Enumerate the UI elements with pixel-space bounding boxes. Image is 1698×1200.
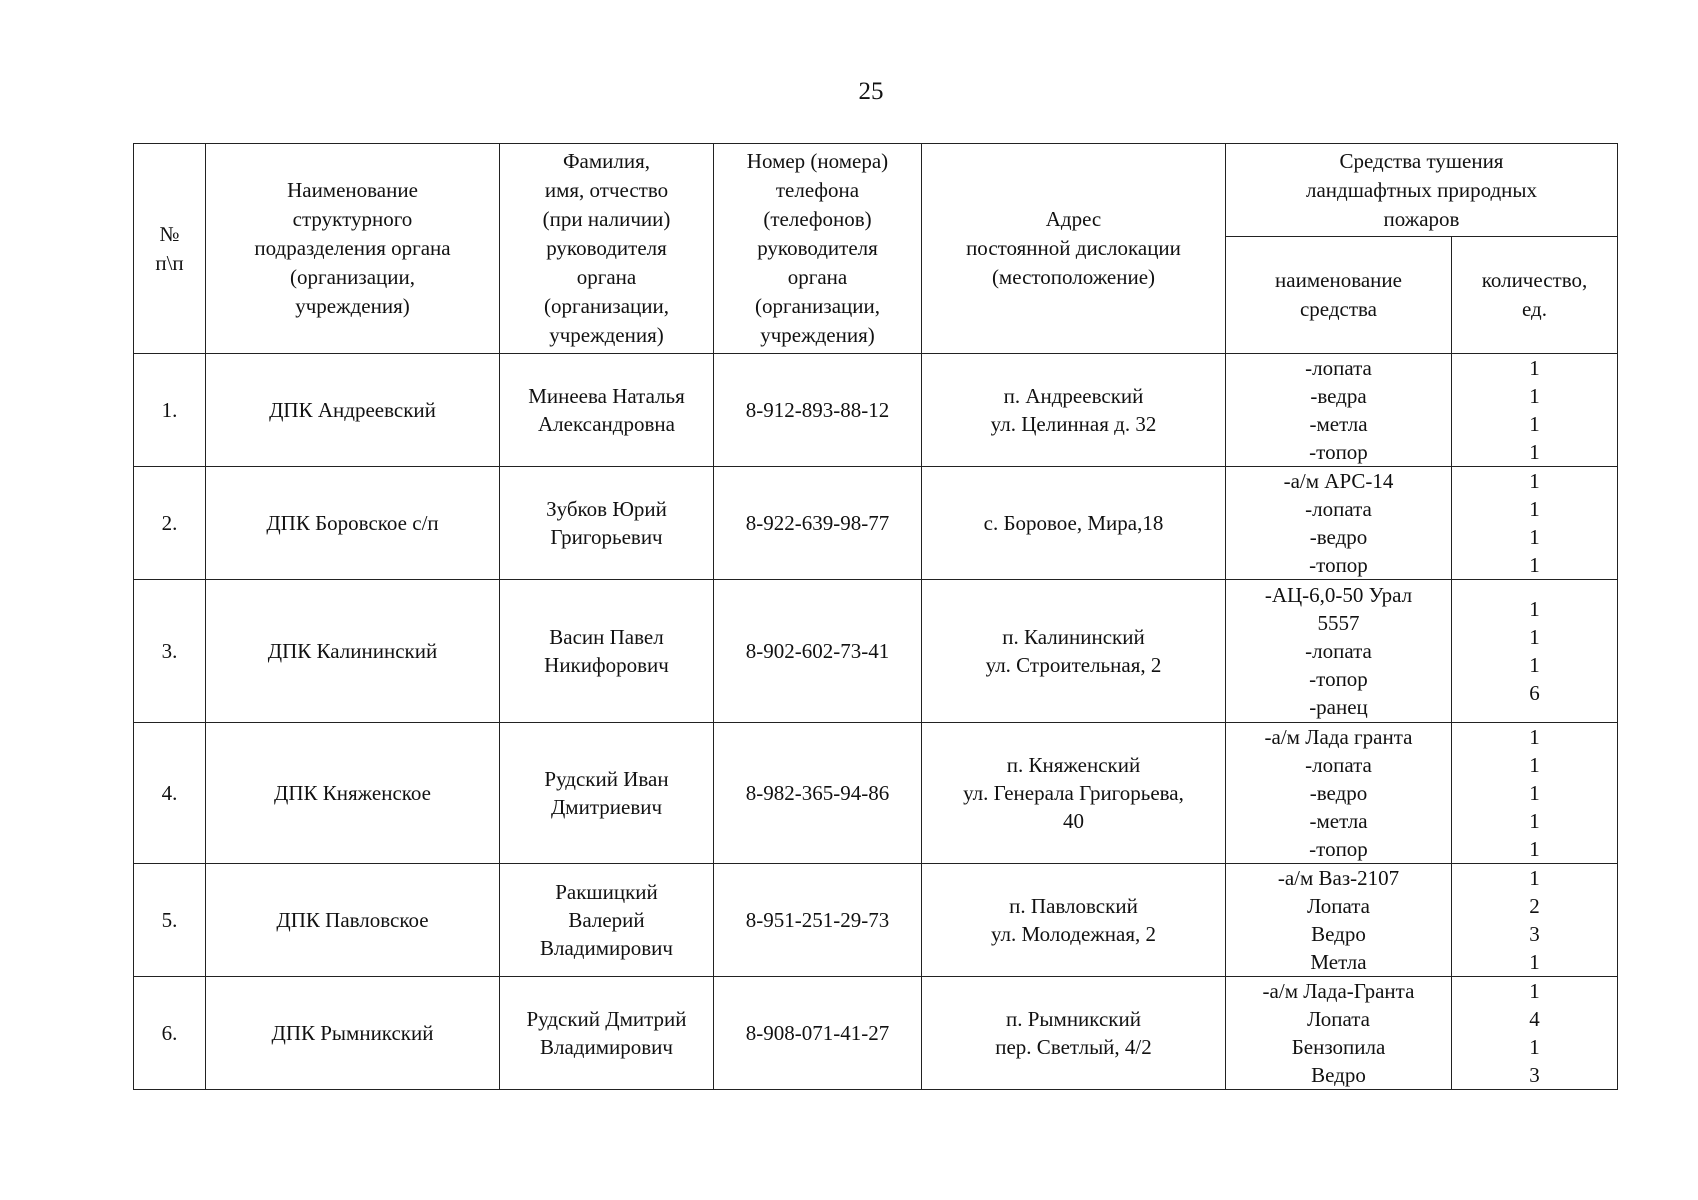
means-quantity [1452, 580, 1618, 723]
header-text-line: руководителя [757, 236, 878, 260]
head-name-line: Владимирович [540, 1035, 673, 1059]
means-name-line: -метла [1309, 412, 1368, 436]
header-head [500, 144, 714, 354]
means-quantity [1452, 723, 1618, 864]
header-address [922, 144, 1226, 354]
head-name-line: Рудский Иван [544, 767, 669, 791]
header-text-line: п\п [155, 250, 184, 275]
means-quantity-line: 2 [1529, 894, 1540, 918]
means-name-line: -топор [1309, 440, 1368, 464]
header-text-line: Фамилия, [562, 149, 651, 173]
header-text-line: (организации, [755, 294, 880, 318]
address-line: пер. Светлый, 4/2 [995, 1035, 1152, 1059]
means-name-line: -а/м Ваз-2107 [1277, 866, 1400, 890]
header-means-qty [1452, 237, 1618, 354]
address [922, 977, 1226, 1090]
means-quantity-line: 1 [1529, 866, 1540, 890]
means-quantity-line: 1 [1529, 837, 1540, 861]
header-text-line: Номер (номера) [746, 149, 889, 173]
means-name-line: -лопата [1305, 639, 1372, 663]
address [922, 864, 1226, 977]
phone-number: 8-982-365-94-86 [714, 723, 922, 864]
head-name-line: Васин Павел [549, 625, 664, 649]
header-text-line: телефона [775, 178, 860, 202]
header-text-line: средства [1299, 297, 1377, 321]
address-line: ул. Молодежная, 2 [990, 922, 1157, 946]
header-text-line: (при наличии) [542, 207, 671, 231]
head-name-line: Зубков Юрий [546, 497, 667, 521]
org-name: ДПК Рымникский [206, 977, 500, 1090]
header-text-line: (организации, [290, 265, 415, 289]
means-quantity-line: 1 [1529, 625, 1540, 649]
row-number: 4. [134, 723, 206, 864]
head-name [500, 864, 714, 977]
head-name-line: Александровна [538, 412, 675, 436]
row-number: 2. [134, 467, 206, 580]
address-line: п. Андреевский [1003, 384, 1144, 408]
means-quantity [1452, 354, 1618, 467]
means-quantity-line: 3 [1529, 922, 1540, 946]
means-quantity-line: 1 [1529, 469, 1540, 493]
means-name-line: -а/м Лада гранта [1264, 725, 1413, 749]
phone-number: 8-908-071-41-27 [714, 977, 922, 1090]
header-text-line: учреждения) [760, 323, 875, 347]
means-quantity-line: 1 [1529, 781, 1540, 805]
means-name [1226, 467, 1452, 580]
org-name: ДПК Княженское [206, 723, 500, 864]
header-text-line: органа [787, 265, 848, 289]
means-name-line: -ранец [1309, 695, 1368, 719]
means-name-line: -АЦ-6,0-50 Урал [1264, 583, 1413, 607]
page-number: 25 [858, 78, 884, 105]
head-name-line: Григорьевич [550, 525, 663, 549]
means-quantity-line: 3 [1529, 1063, 1540, 1087]
address [922, 354, 1226, 467]
means-name-line: -топор [1309, 553, 1368, 577]
head-name [500, 354, 714, 467]
header-text-line: Наименование [287, 178, 418, 202]
header-text-line: учреждения) [549, 323, 664, 347]
means-name-line: -метла [1309, 809, 1368, 833]
address [922, 580, 1226, 723]
row-number: 3. [134, 580, 206, 723]
table-body [134, 354, 1618, 1090]
org-name: ДПК Боровское с/п [206, 467, 500, 580]
means-quantity-line: 1 [1529, 440, 1540, 464]
header-text-line: структурного [292, 207, 413, 231]
means-quantity-line: 1 [1529, 525, 1540, 549]
phone-number: 8-912-893-88-12 [714, 354, 922, 467]
means-name [1226, 580, 1452, 723]
table-row [134, 467, 1618, 580]
means-quantity-line: 1 [1529, 497, 1540, 521]
table-row [134, 723, 1618, 864]
header-text-line: Средства тушения [1339, 148, 1504, 173]
means-name-line: -топор [1309, 837, 1368, 861]
address-line: ул. Генерала Григорьева, [963, 781, 1184, 805]
means-quantity-line: 1 [1529, 553, 1540, 577]
header-text-line: количество, [1481, 268, 1588, 292]
header-text-line: ед. [1522, 297, 1547, 321]
means-quantity-line: 1 [1529, 412, 1540, 436]
means-name-line: -ведра [1310, 384, 1367, 408]
header-text-line: подразделения органа [254, 236, 451, 260]
means-name-line: Ведро [1311, 1063, 1366, 1087]
header-text-line: (телефонов) [763, 207, 872, 231]
means-name-line: Метла [1310, 950, 1367, 974]
head-name [500, 977, 714, 1090]
org-name: ДПК Павловское [206, 864, 500, 977]
means-quantity-line: 1 [1529, 384, 1540, 408]
address [922, 723, 1226, 864]
header-text-line: № [159, 221, 180, 246]
means-name-line: -ведро [1309, 525, 1368, 549]
head-name-line: Дмитриевич [550, 795, 663, 819]
means-name [1226, 977, 1452, 1090]
means-name-line: 5557 [1317, 611, 1360, 635]
means-name [1226, 723, 1452, 864]
head-name [500, 467, 714, 580]
means-name-line: Бензопила [1291, 1035, 1386, 1059]
means-quantity [1452, 977, 1618, 1090]
means-name-line: -топор [1309, 667, 1368, 691]
address [922, 467, 1226, 580]
header-text-line: имя, отчество [544, 178, 669, 202]
head-name-line: Ракшицкий [555, 880, 658, 904]
address-line: с. Боровое, Мира,18 [983, 511, 1164, 535]
means-name-line: -а/м Лада-Гранта [1262, 979, 1415, 1003]
means-name-line: -а/м АРС-14 [1283, 469, 1394, 493]
means-quantity-line: 1 [1529, 950, 1540, 974]
means-quantity-line: 1 [1529, 597, 1540, 621]
table-row [134, 977, 1618, 1090]
org-name: ДПК Андреевский [206, 354, 500, 467]
means-quantity-line: 1 [1529, 979, 1540, 1003]
address-line: п. Калининский [1002, 625, 1145, 649]
header-means-name [1226, 237, 1452, 354]
phone-number: 8-922-639-98-77 [714, 467, 922, 580]
means-name-line: -лопата [1305, 753, 1372, 777]
header-text-line: руководителя [546, 236, 667, 260]
header-org [206, 144, 500, 354]
table-row [134, 580, 1618, 723]
table-row [134, 354, 1618, 467]
org-name: ДПК Калининский [206, 580, 500, 723]
header-means-group [1226, 144, 1618, 237]
means-quantity-line: 1 [1529, 1035, 1540, 1059]
head-name [500, 723, 714, 864]
header-text-line: Адрес [1045, 207, 1102, 231]
means-name [1226, 864, 1452, 977]
header-num [134, 144, 206, 354]
address-line: п. Павловский [1009, 894, 1138, 918]
means-name-line: -лопата [1305, 356, 1372, 380]
means-name-line: -ведро [1309, 781, 1368, 805]
means-quantity [1452, 864, 1618, 977]
row-number: 6. [134, 977, 206, 1090]
means-quantity-line: 1 [1529, 753, 1540, 777]
row-number: 5. [134, 864, 206, 977]
head-name [500, 580, 714, 723]
phone-number: 8-902-602-73-41 [714, 580, 922, 723]
address-line: 40 [1063, 809, 1084, 833]
address-line: ул. Строительная, 2 [985, 653, 1162, 677]
phone-number: 8-951-251-29-73 [714, 864, 922, 977]
header-text-line: учреждения) [295, 294, 410, 318]
header-text-line: ландшафтных природных [1306, 177, 1537, 202]
means-quantity-line: 6 [1529, 681, 1540, 705]
header-phone [714, 144, 922, 354]
means-name-line: Лопата [1307, 1007, 1370, 1031]
means-name [1226, 354, 1452, 467]
header-text-line: (местоположение) [991, 265, 1156, 289]
means-quantity-line: 1 [1529, 725, 1540, 749]
header-text-line: постоянной дислокации [966, 236, 1181, 260]
head-name-line: Минеева Наталья [528, 384, 685, 408]
means-name-line: Ведро [1311, 922, 1366, 946]
means-quantity [1452, 467, 1618, 580]
means-quantity-line: 1 [1529, 653, 1540, 677]
means-quantity-line: 1 [1529, 809, 1540, 833]
address-line: п. Рымникский [1006, 1007, 1141, 1031]
address-line: п. Княженский [1006, 753, 1141, 777]
header-text-line: наименование [1275, 268, 1402, 292]
head-name-line: Рудский Дмитрий [526, 1007, 687, 1031]
head-name-line: Владимирович [540, 936, 673, 960]
header-text-line: (организации, [544, 294, 669, 318]
means-quantity-line: 4 [1529, 1007, 1540, 1031]
table-row [134, 864, 1618, 977]
means-quantity-line: 1 [1529, 356, 1540, 380]
address-line: ул. Целинная д. 32 [990, 412, 1157, 436]
fire-units-table [133, 143, 1618, 1090]
header-text-line: пожаров [1383, 206, 1460, 231]
head-name-line: Валерий [568, 908, 645, 932]
header-text-line: органа [576, 265, 637, 289]
head-name-line: Никифорович [544, 653, 669, 677]
row-number: 1. [134, 354, 206, 467]
means-name-line: Лопата [1307, 894, 1370, 918]
means-name-line: -лопата [1305, 497, 1372, 521]
